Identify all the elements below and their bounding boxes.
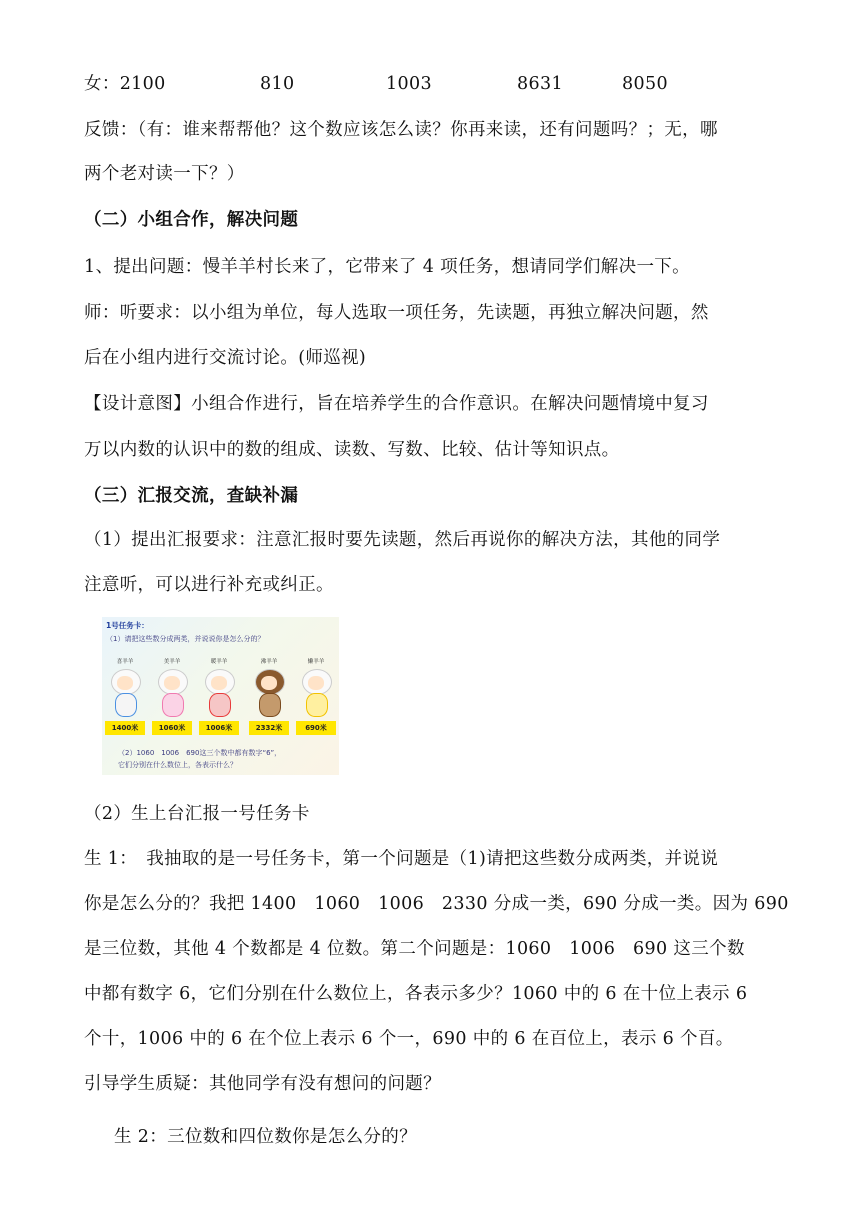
feedback-line-1: 反馈：（有：谁来帮帮他？这个数应该怎么读？你再来读，还有问题吗？；无，哪: [84, 120, 718, 140]
distance-tag: 1060米: [152, 721, 192, 735]
number-8050: 8050: [622, 74, 668, 94]
report-requirement-line-1: （1）提出汇报要求：注意汇报时要先读题，然后再说你的解决方法，其他的同学: [84, 530, 721, 550]
report-requirement-line-2: 注意听，可以进行补充或纠正。: [84, 575, 334, 595]
report-2-line: （2）生上台汇报一号任务卡: [84, 804, 310, 824]
student-1-line-3: 是三位数，其他 4 个数都是 4 位数。第二个问题是：1060 1006 690 这三个数: [84, 939, 745, 959]
task-card-question-1: （1）请把这些数分成两类，并说说你是怎么分的？: [106, 635, 265, 643]
design-line-1: 【设计意图】小组合作进行，旨在培养学生的合作意识。在解决问题情境中复习: [84, 394, 709, 414]
distance-tag: 2332米: [249, 721, 289, 735]
sheep-figure: [197, 657, 241, 739]
number-label-female: 女：2100: [84, 74, 166, 94]
task-card-title: 1号任务卡：: [106, 621, 149, 630]
feedback-line-2: 两个老对读一下？）: [84, 164, 245, 184]
student-1-line-5: 个十，1006 中的 6 在个位上表示 6 个一，690 中的 6 在百位上，表示 6 个百。: [84, 1029, 734, 1049]
student-2-line: 生 2：三位数和四位数你是怎么分的？: [114, 1127, 417, 1147]
distance-tag: 1400米: [105, 721, 145, 735]
sheep-name: 美羊羊: [163, 659, 181, 665]
task-card-question-2-line-2: 它们分别在什么数位上，各表示什么？: [118, 761, 237, 769]
sheep-name: 懒羊羊: [307, 659, 325, 665]
number-810: 810: [260, 74, 295, 94]
section-heading-2: （二）小组合作，解决问题: [84, 210, 299, 230]
teacher-line-1: 师：听要求：以小组为单位，每人选取一项任务，先读题，再独立解决问题，然: [84, 303, 709, 323]
numbers-line: [84, 65, 800, 103]
task-card-question-2-line-1: （2）1060 1006 690这三个数中都有数字“6”，: [118, 749, 282, 757]
sheep-name: 暖羊羊: [210, 659, 228, 665]
student-1-line-2: 你是怎么分的？我把 1400 1060 1006 2330 分成一类，690 分成一类。因为 690: [84, 894, 789, 914]
section-heading-3: （三）汇报交流，查缺补漏: [84, 486, 299, 506]
teacher-line-2: 后在小组内进行交流讨论。(师巡视): [84, 348, 367, 368]
student-1-line-1: 生 1： 我抽取的是一号任务卡，第一个问题是（1)请把这些数分成两类，并说说: [84, 849, 719, 869]
sheep-figure: [294, 657, 338, 739]
sheep-name: 沸羊羊: [260, 659, 278, 665]
sheep-figure: [247, 657, 291, 739]
task-card-image: [102, 617, 339, 775]
guide-question-line: 引导学生质疑：其他同学有没有想问的问题？: [84, 1074, 441, 1094]
number-8631: 8631: [517, 74, 563, 94]
number-1003: 1003: [386, 74, 432, 94]
distance-tag: 690米: [296, 721, 336, 735]
sheep-figure: [103, 657, 147, 739]
student-1-line-4: 中都有数字 6，它们分别在什么数位上，各表示多少？1060 中的 6 在十位上表示 6: [84, 984, 748, 1004]
design-line-2: 万以内数的认识中的数的组成、读数、写数、比较、估计等知识点。: [84, 440, 620, 460]
distance-tag: 1006米: [199, 721, 239, 735]
sheep-name: 喜羊羊: [116, 659, 134, 665]
problem-line: 1、提出问题：慢羊羊村长来了，它带来了 4 项任务，想请同学们解决一下。: [84, 257, 690, 277]
sheep-figure: [150, 657, 194, 739]
